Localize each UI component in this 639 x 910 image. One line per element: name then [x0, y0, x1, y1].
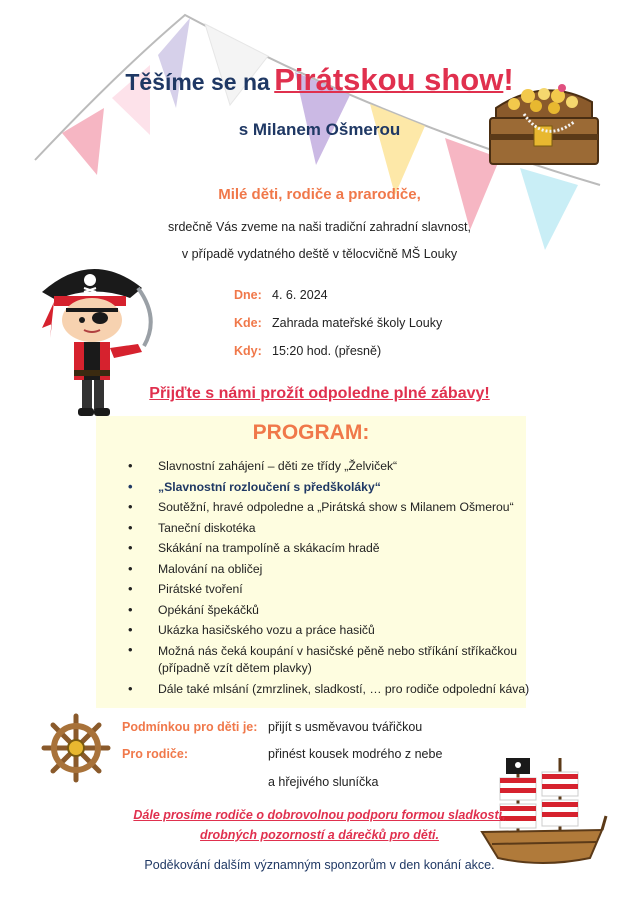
time-label: Kdy:: [234, 344, 262, 358]
title-main: Pirátskou show: [274, 62, 504, 97]
treasure-chest-icon: [484, 74, 604, 166]
page-subtitle: s Milanem Ošmerou: [238, 120, 401, 139]
invite-line-1: srdečně Vás zveme na naši tradiční zahradní slavnost,: [168, 220, 471, 234]
parents-note-line-2: drobných pozorností a dárečků pro děti.: [200, 828, 439, 842]
program-list: [126, 456, 546, 699]
title-exclamation: !: [503, 62, 514, 97]
place-value: Zahrada mateřské školy Louky: [272, 316, 443, 330]
time-value: 15:20 hod. (přesně): [272, 344, 382, 358]
program-item: [126, 641, 546, 679]
program-item: • „Slavnostní rozloučení s předškoláky“: [126, 477, 546, 498]
program-title: PROGRAM:: [252, 421, 370, 444]
kids-condition-value: přijít s usměvavou tvářičkou: [268, 720, 423, 734]
program-item: • Ukázka hasičského vozu a práce hasičů: [126, 620, 546, 641]
greeting: Milé děti, rodiče a prarodiče,: [218, 186, 421, 203]
program-item-line: (případně vzít dětem plavky): [158, 660, 312, 675]
place-label: Kde:: [234, 316, 262, 330]
program-item: • Slavnostní zahájení – děti ze třídy „Želviček“: [126, 456, 546, 477]
program-item: • Taneční diskotéka: [126, 518, 546, 539]
parents-condition-value-1: přinést kousek modrého z nebe: [268, 747, 443, 761]
program-item: • Dále také mlsání (zmrzlinek, sladkostí, … pro rodiče odpolední káva): [126, 679, 546, 700]
sponsors-thanks: Poděkování dalším významným sponzorům v den konání akce.: [144, 858, 495, 872]
parents-note-line-1: Dále prosíme rodiče o dobrovolnou podporu formou sladkostí,: [133, 808, 506, 822]
program-item: • Soutěžní, hravé odpoledne a „Pirátská show s Milanem Ošmerou“: [126, 497, 546, 518]
date-label: Dne:: [234, 288, 262, 302]
program-item: • Skákání na trampolíně a skákacím hradě: [126, 538, 546, 559]
invite-line-2: v případě vydatného deště v tělocvičně MŠ Louky: [181, 247, 458, 261]
program-item: • Opékání špekáčků: [126, 600, 546, 621]
parents-condition-label: Pro rodiče:: [122, 747, 188, 761]
date-value: 4. 6. 2024: [272, 288, 328, 302]
ship-wheel-icon: [40, 712, 112, 784]
program-item: • Pirátské tvoření: [126, 579, 546, 600]
title-prefix: Těšíme se na: [125, 69, 270, 95]
program-item: • Malování na obličej: [126, 559, 546, 580]
program-item-line: Možná nás čeká koupání v hasičské pěně nebo stříkání stříkačkou: [158, 643, 518, 658]
pennant-blue: [520, 168, 578, 250]
pennant-yellow: [370, 104, 425, 195]
kids-condition-label: Podmínkou pro děti je:: [122, 720, 258, 734]
pennant-pink: [62, 108, 104, 175]
parents-condition-value-2: a hřejivého sluníčka: [268, 775, 379, 789]
call-to-action: Přijďte s námi prožít odpoledne plné zábavy!: [149, 385, 490, 402]
